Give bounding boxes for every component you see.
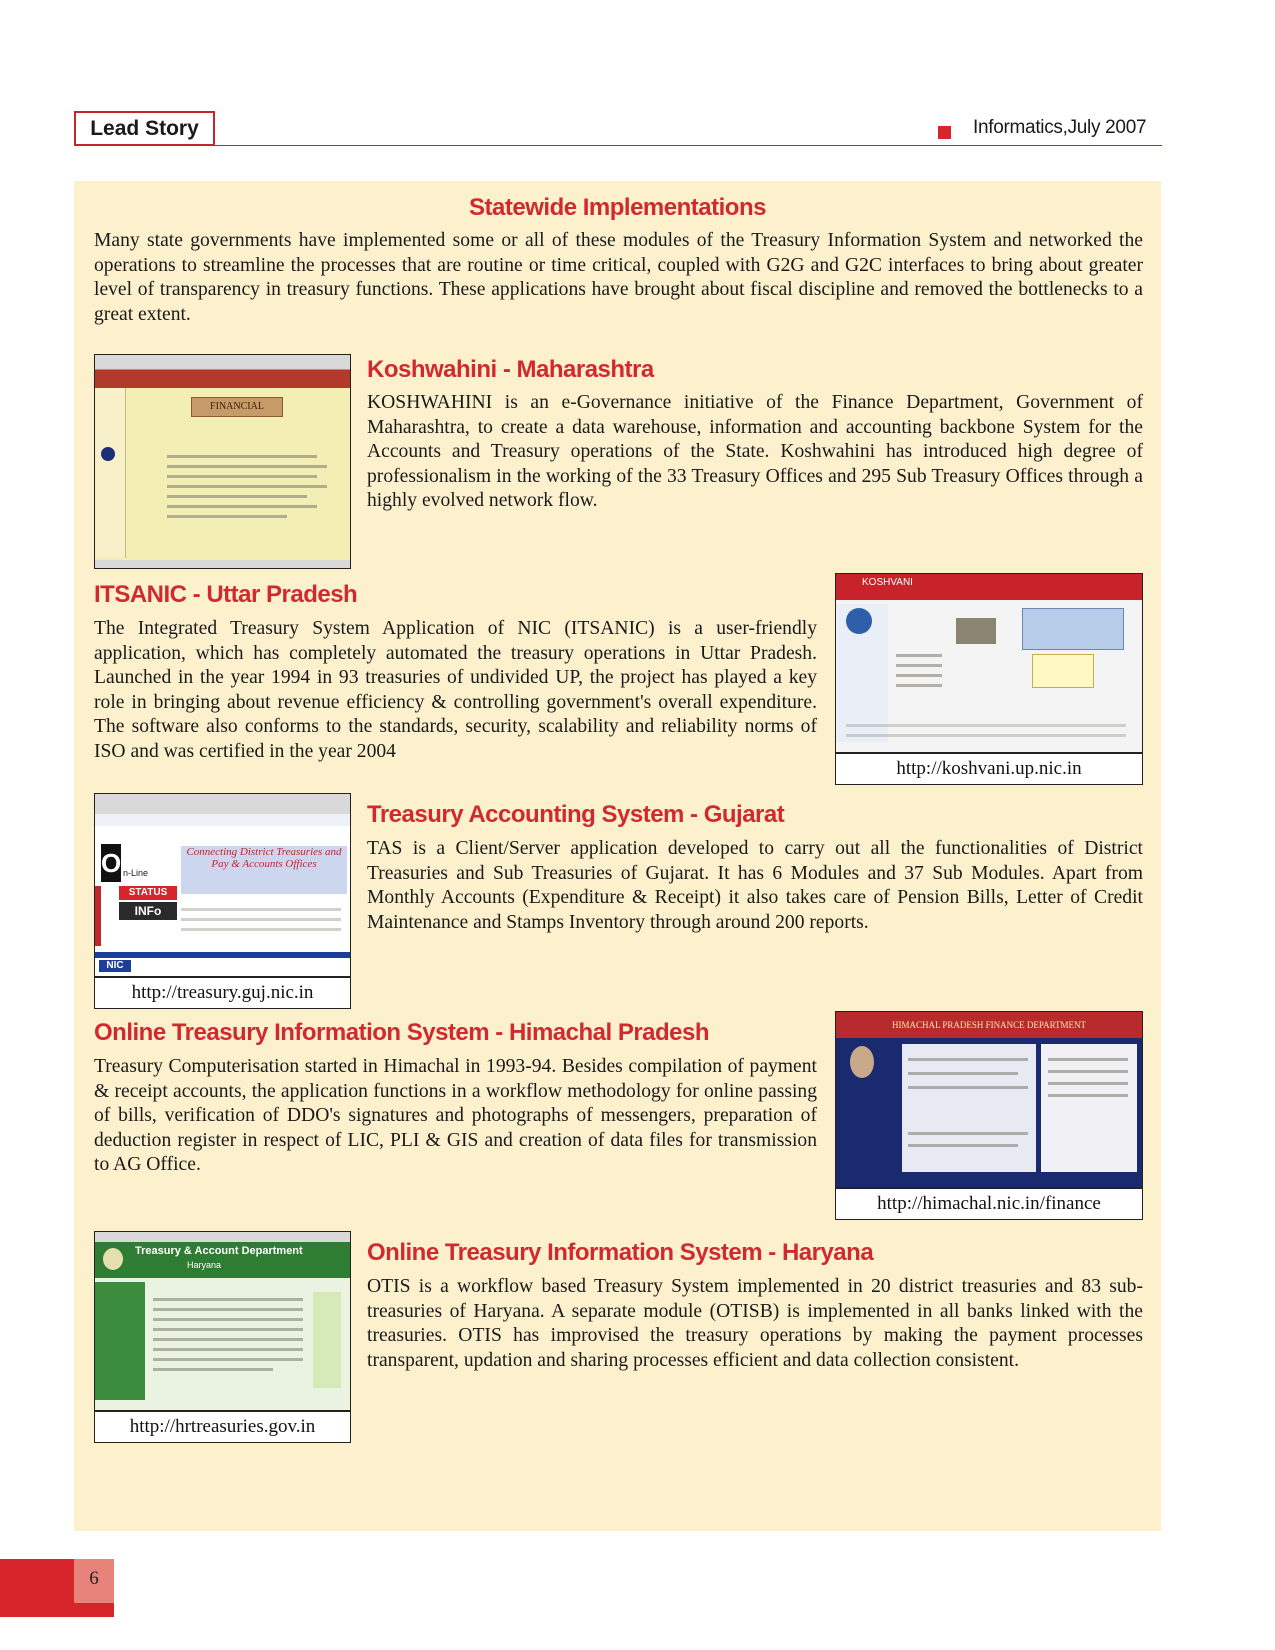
section-label: Lead Story: [74, 111, 215, 146]
page-title: Statewide Implementations: [469, 194, 766, 221]
footer-red-block: [0, 1559, 74, 1617]
caption-koshvani: http://koshvani.up.nic.in: [835, 753, 1143, 785]
paragraph-itsanic: The Integrated Treasury System Application of NIC (ITSANIC) is a user-friendly application, which has completely automated the treasury operations in Uttar Pradesh. Launched in the year 1994 in 93 treasuries of undivided UP, the project has played a key role in bringing about revenue efficiency & controlling government's overall expenditure. The software also conforms to the standards, security, scalability and reliability norms of ISO and was certified in the year 2004: [94, 618, 817, 762]
paragraph-haryana: OTIS is a workflow based Treasury System implemented in 20 district treasuries and 83 sub-treasuries of Haryana. A separate module (OTISB) is implemented in all banks linked with the treasuries. OTIS has improvised the treasury operations by making the payment processes transparent, updation and sharing processes efficient and data collection consistent.: [367, 1276, 1143, 1371]
paragraph-gujarat: TAS is a Client/Server application developed to carry out all the functionalities of District Treasuries and Sub Treasuries of Gujarat. It has 6 Modules and 37 Sub Modules. Apart from Monthly Accounts (Expenditure & Receipt) it also takes care of Pension Bills, Letter of Credit Maintenance and Stamps Inventory through around 200 reports.: [367, 838, 1143, 933]
issue-marker: [938, 126, 951, 139]
footer-strip: [74, 1603, 114, 1617]
heading-haryana: Online Treasury Information System - Haryana: [367, 1239, 874, 1266]
heading-itsanic: ITSANIC - Uttar Pradesh: [94, 581, 358, 608]
issue-label: Informatics,July 2007: [973, 117, 1147, 138]
heading-himachal: Online Treasury Information System - Himachal Pradesh: [94, 1019, 710, 1046]
caption-haryana: http://hrtreasuries.gov.in: [94, 1411, 351, 1443]
caption-gujarat: http://treasury.guj.nic.in: [94, 977, 351, 1009]
treasury-gujarat-screenshot: O n-Line Connecting District Treasuries and Pay & Accounts Offices STATUS INFo NIC: [94, 793, 351, 977]
koshvani-screenshot: KOSHVANI: [835, 573, 1143, 753]
header-rule: [215, 145, 1162, 146]
haryana-treasury-screenshot: Treasury & Account Department Haryana: [94, 1231, 351, 1411]
paragraph-himachal: Treasury Computerisation started in Himachal in 1993-94. Besides compilation of payment & receipt accounts, the application functions in a workflow methodology for online passing of bills, verification of DDO's signatures and photographs of messengers, preparation of deduction register in respect of LIC, PLI & GIS and creation of data files for transmission to AG Office.: [94, 1056, 817, 1176]
heading-gujarat: Treasury Accounting System - Gujarat: [367, 801, 785, 828]
heading-koshwahini: Koshwahini - Maharashtra: [367, 356, 654, 383]
caption-himachal: http://himachal.nic.in/finance: [835, 1188, 1143, 1220]
intro-paragraph: Many state governments have implemented some or all of these modules of the Treasury Information System and networked the operations to streamline the processes that are routine or time critical, coupled with G2G and G2C interfaces to bring about greater level of transparency in treasury functions. These applications have brought about fiscal discipline and removed the bottlenecks to a great extent.: [94, 230, 1143, 325]
page-number: 6: [74, 1559, 114, 1603]
paragraph-koshwahini: KOSHWAHINI is an e-Governance initiative of the Finance Department, Government of Maharashtra, to create a data warehouse, information and accounting backbone System for the Accounts and Treasury operations of the State. Koshwahini has introduced high degree of professionalism in the working of the 33 Treasury Offices and 295 Sub Treasury Offices through a highly evolved network flow.: [367, 392, 1143, 512]
koshwahini-screenshot: FINANCIAL: [94, 354, 351, 569]
content-panel: [74, 181, 1161, 1531]
himachal-finance-screenshot: HIMACHAL PRADESH FINANCE DEPARTMENT: [835, 1011, 1143, 1188]
